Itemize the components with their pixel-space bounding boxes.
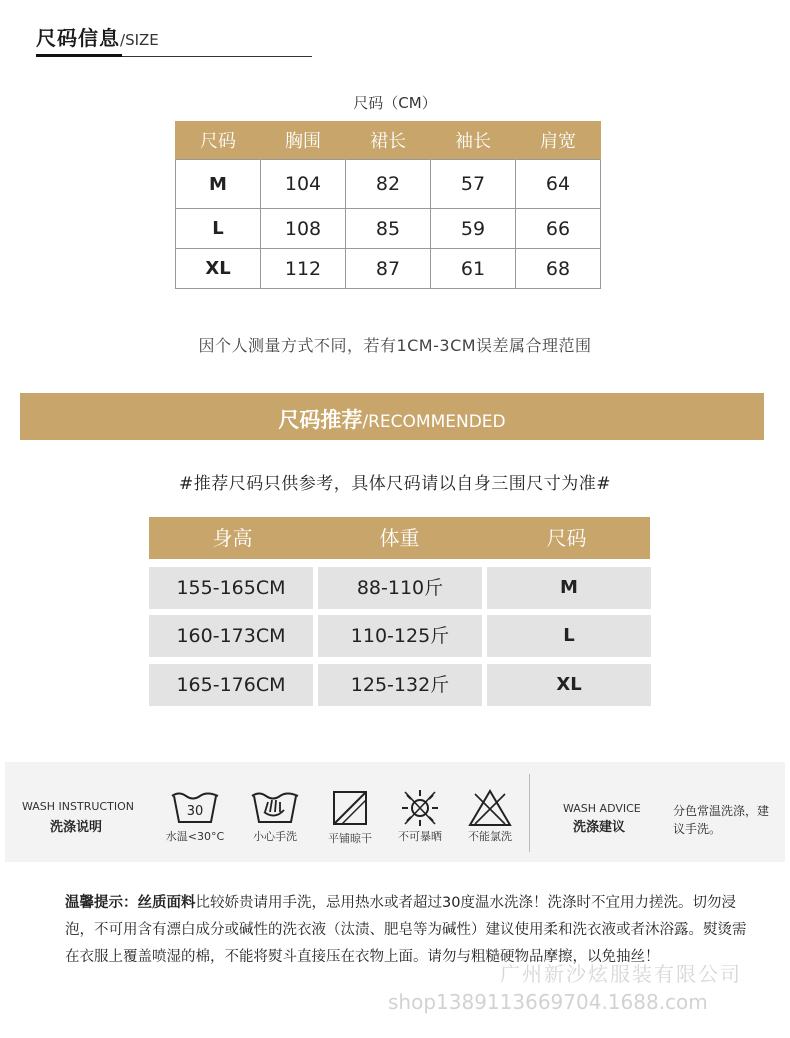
title-underline-accent xyxy=(36,54,122,57)
tips-material: 丝质面料 xyxy=(137,895,196,911)
value-cell: 82 xyxy=(346,160,431,209)
wash-instruction-en: WASH INSTRUCTION xyxy=(22,800,134,813)
size-cell: XL xyxy=(487,664,651,706)
height-cell: 155-165CM xyxy=(149,567,313,609)
header-cell: 尺码 xyxy=(176,121,261,160)
value-cell: 104 xyxy=(261,160,346,209)
recommend-header xyxy=(149,517,650,559)
title-slash: / xyxy=(120,31,126,49)
value-cell: 87 xyxy=(346,249,431,289)
header-cell: 裙长 xyxy=(346,121,431,160)
tips-lead: 温馨提示： xyxy=(65,895,138,911)
banner-title xyxy=(20,404,764,434)
wash-advice-en: WASH ADVICE xyxy=(563,802,641,815)
value-cell: 64 xyxy=(516,160,601,209)
banner-title-en: RECOMMENDED xyxy=(368,412,506,432)
weight-cell: 125-132斤 xyxy=(318,664,482,706)
watermark-url: shop1389113669704.1688.com xyxy=(388,990,708,1014)
weight-cell: 88-110斤 xyxy=(318,567,482,609)
size-table-header xyxy=(176,121,601,160)
header-cell: 袖长 xyxy=(431,121,516,160)
watermark-company: 广州新沙炫服装有限公司 xyxy=(500,962,742,986)
tips-body: 比较娇贵请用手洗，忌用热水或者超过30度温水洗涤！洗涤时不宜用力搓洗。切勿浸泡，不可用含有漂白成分或碱性的洗衣液（汰渍、肥皂等为碱性）建议使用柔和洗衣液或者沐浴露。熨烫需在衣服上覆盖喷湿的棉，不能将熨斗直接压在衣物上面。请勿与粗糙硬物品摩擦，以免抽丝！ xyxy=(65,895,747,965)
title-en: SIZE xyxy=(125,31,159,49)
size-info-title xyxy=(36,22,159,51)
weight-cell: 110-125斤 xyxy=(318,615,482,657)
measurement-note: 因个人测量方式不同，若有1CM-3CM误差属合理范围 xyxy=(198,336,592,355)
value-cell: 59 xyxy=(431,209,516,249)
wash-temp-text: 30 xyxy=(186,804,204,819)
size-cell: L xyxy=(487,615,651,657)
wash-panel xyxy=(5,762,785,862)
height-cell: 165-176CM xyxy=(149,664,313,706)
value-cell: 112 xyxy=(261,249,346,289)
size-cell: M xyxy=(487,567,651,609)
header-weight: 体重 xyxy=(379,526,420,550)
icon-label: 水温<30°C xyxy=(165,830,225,843)
table-row xyxy=(176,249,601,289)
banner-title-cn: 尺码推荐 xyxy=(278,408,363,432)
value-cell: 68 xyxy=(516,249,601,289)
table-row xyxy=(176,160,601,209)
value-cell: 108 xyxy=(261,209,346,249)
header-size: 尺码 xyxy=(546,526,587,550)
wash-divider xyxy=(529,774,530,852)
value-cell: 61 xyxy=(431,249,516,289)
height-cell: 160-173CM xyxy=(149,615,313,657)
size-cell: L xyxy=(176,209,261,249)
value-cell: 57 xyxy=(431,160,516,209)
icon-label: 小心手洗 xyxy=(253,830,297,843)
icon-label: 不能氯洗 xyxy=(468,830,512,843)
size-cell: M xyxy=(176,160,261,209)
header-height: 身高 xyxy=(212,526,253,550)
title-cn: 尺码信息 xyxy=(36,26,120,50)
no-bleach-icon xyxy=(465,788,515,828)
banner-slash: / xyxy=(362,412,369,432)
recommended-banner xyxy=(20,393,764,440)
reference-note: #推荐尺码只供参考，具体尺码请以自身三围尺寸为准# xyxy=(179,474,611,494)
wash-advice-cn: 洗涤建议 xyxy=(573,820,626,835)
hand-wash-icon xyxy=(250,788,300,828)
wash-instruction-cn: 洗涤说明 xyxy=(50,820,103,835)
value-cell: 85 xyxy=(346,209,431,249)
table-row xyxy=(176,209,601,249)
header-cell: 肩宽 xyxy=(516,121,601,160)
unit-caption: 尺码（CM） xyxy=(353,94,437,112)
no-sun-icon xyxy=(395,788,445,828)
icon-label: 不可暴晒 xyxy=(398,830,442,843)
wash-advice-text: 分色常温洗涤，建议手洗。 xyxy=(673,804,770,836)
wash-30-icon xyxy=(170,788,220,828)
size-table xyxy=(175,121,601,289)
dry-flat-icon xyxy=(325,788,375,828)
icon-label: 平铺晾干 xyxy=(328,832,372,845)
value-cell: 66 xyxy=(516,209,601,249)
header-cell: 胸围 xyxy=(261,121,346,160)
size-cell: XL xyxy=(176,249,261,289)
